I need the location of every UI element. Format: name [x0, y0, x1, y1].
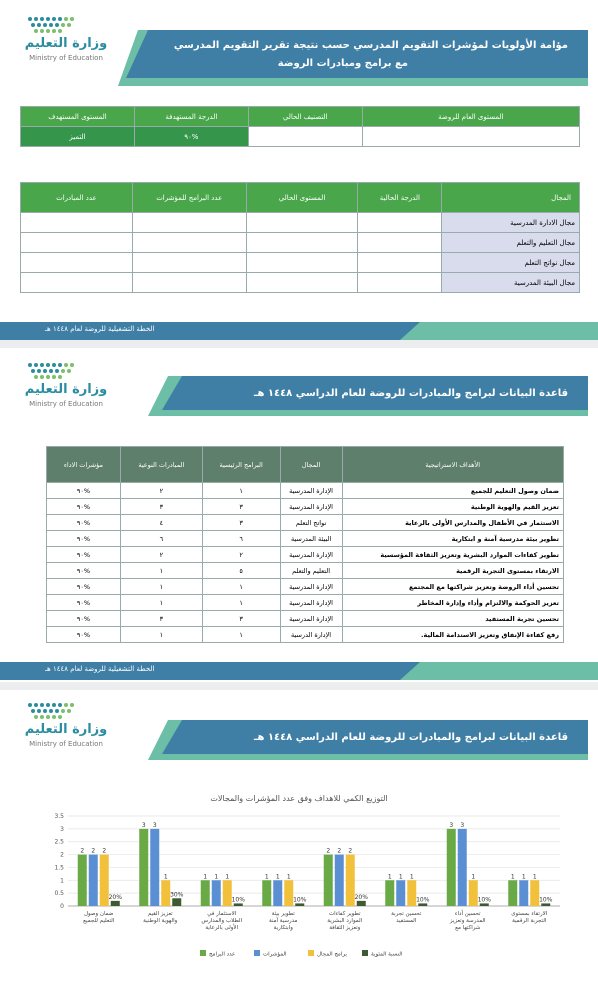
- goal-cell: تطوير بيئة مدرسية آمنة و ابتكارية: [342, 531, 563, 547]
- data-label: 2: [91, 847, 96, 855]
- data-label: 1: [163, 873, 168, 881]
- kpi-cell: %٩٠: [47, 499, 121, 515]
- programs-cell: ١: [202, 627, 280, 643]
- logo-dots-icon: [20, 14, 112, 36]
- table-row: [47, 483, 564, 499]
- banner-title-line1: مؤامة الأولويات لمؤشرات التقويم المدرسي حسب نتيجة تقرير التقويم المدرسي: [173, 40, 568, 51]
- t2-header-2: المستوى الحالي: [246, 183, 358, 213]
- t2-header-3: عدد البرامج للمؤشرات: [132, 183, 246, 213]
- kpi-cell: %٩٠: [47, 547, 121, 563]
- bar: [541, 903, 550, 906]
- bar: [346, 855, 355, 906]
- t1-header-1: التصنيف الحالي: [248, 107, 362, 127]
- bar: [508, 880, 517, 906]
- t1-value-1: [248, 127, 362, 147]
- legend-swatch: [308, 950, 314, 956]
- table-row: [47, 499, 564, 515]
- title-banner: [118, 30, 588, 86]
- goal-cell: الاستثمار في الأطفال والمدارس الأولى بالرعاية: [342, 515, 563, 531]
- y-tick-label: 0: [60, 903, 64, 910]
- bar: [295, 903, 304, 906]
- logo-dots-icon: [20, 700, 112, 722]
- legend-label: النسبة المئوية: [371, 951, 403, 958]
- category-label: ضمان وصول التعليم للجميع: [83, 911, 115, 924]
- programs-cell: ٦: [202, 531, 280, 547]
- domain-cell: الإدارة المدرسية: [280, 611, 342, 627]
- legend-swatch: [200, 950, 206, 956]
- category-label: الارتقاء بمستوى التجربة الرقمية: [511, 911, 548, 924]
- kpi-cell: %٩٠: [47, 595, 121, 611]
- chart-title: التوزيع الكمي للاهداف وفق عدد المؤشرات والمجالات: [210, 794, 388, 803]
- t1-value-2: %٩٠: [134, 127, 248, 147]
- goal-cell: رفع كفاءة الإنفاق وتعزيز الاستدامة المالية.: [342, 627, 563, 643]
- data-label: 10%: [231, 896, 245, 904]
- kpi-cell: %٩٠: [47, 483, 121, 499]
- y-tick-label: 1.5: [54, 864, 64, 872]
- t3-header-2: البرامج الرئيسية: [202, 447, 280, 483]
- data-label: 3: [141, 821, 146, 829]
- data-label: 2: [348, 847, 353, 855]
- category-label: تطوير بيئة مدرسية آمنة وابتكارية: [268, 911, 298, 931]
- data-label: 1: [510, 873, 515, 881]
- domain-cell: الإدارة المدرسية: [280, 483, 342, 499]
- bar: [111, 901, 120, 906]
- bar: [480, 903, 489, 906]
- ministry-logo: [20, 14, 112, 66]
- category-label: الاستثمار في الطلاب والمدارس الأولى بالرعاية: [201, 911, 243, 931]
- programs-cell: ٣: [202, 515, 280, 531]
- t1-header-0: المستوى العام للروضة: [362, 107, 579, 127]
- bar: [223, 880, 232, 906]
- logo-dots-icon: [20, 360, 112, 382]
- logo-arabic: وزارة التعليم: [24, 36, 108, 51]
- bar: [407, 880, 416, 906]
- table-row: [47, 579, 564, 595]
- initiatives-cell: ١: [120, 627, 202, 643]
- bar: [530, 880, 539, 906]
- legend-label: برامج المجال: [317, 951, 347, 958]
- data-label: 20%: [354, 893, 368, 901]
- data-label: 3: [449, 821, 454, 829]
- t3-header-4: مؤشرات الاداء: [47, 447, 121, 483]
- initiatives-cell: ٤: [120, 515, 202, 531]
- bar: [396, 880, 405, 906]
- y-tick-label: 3: [60, 825, 64, 833]
- footer-text: الخطة التشغيلية للروضة لعام ١٤٤٨ هـ: [45, 325, 155, 333]
- logo-english: Ministry of Education: [29, 400, 103, 408]
- initiatives-cell: ٢: [120, 483, 202, 499]
- banner-title: قاعدة البيانات لبرامج والمبادرات للروضة للعام الدراسي ١٤٤٨ هـ: [254, 732, 568, 743]
- bar-chart: [0, 806, 598, 996]
- goal-cell: ضمان وصول التعليم للجميع: [342, 483, 563, 499]
- data-label: 10%: [539, 896, 553, 904]
- programs-cell: ٥: [202, 563, 280, 579]
- domain-cell: الإدارة المدرسية: [280, 579, 342, 595]
- y-tick-label: 3.5: [54, 813, 64, 820]
- data-label: 10%: [477, 896, 491, 904]
- page-3: [0, 690, 598, 1000]
- bar: [212, 880, 221, 906]
- y-tick-label: 2: [60, 851, 64, 859]
- bar: [150, 829, 159, 906]
- domain-cell: نواتج التعلم: [280, 515, 342, 531]
- data-label: 1: [264, 873, 269, 881]
- t1-header-2: الدرجة المستهدفة: [134, 107, 248, 127]
- data-label: 30%: [170, 891, 184, 899]
- kpi-cell: %٩٠: [47, 515, 121, 531]
- logo-english: Ministry of Education: [29, 54, 103, 62]
- logo-english: Ministry of Education: [29, 740, 103, 748]
- banner-title-line2: مع برامج ومبادرات الروضة: [277, 58, 408, 69]
- data-label: 1: [286, 873, 291, 881]
- bar: [458, 829, 467, 906]
- category-label: تحسين أداء المدرسة وتعزيز شراكتها مع: [449, 911, 486, 931]
- data-label: 3: [460, 821, 465, 829]
- ministry-logo: [20, 360, 112, 412]
- t3-header-0: الأهداف الاستراتيجية: [342, 447, 563, 483]
- title-banner: [148, 720, 588, 760]
- table-row: [47, 611, 564, 627]
- programs-cell: ٣: [202, 499, 280, 515]
- title-banner: [148, 376, 588, 416]
- table-domains: [20, 182, 580, 293]
- t2-header-0: المجال: [442, 183, 580, 213]
- bar: [161, 880, 170, 906]
- data-label: 2: [326, 847, 331, 855]
- data-label: 1: [275, 873, 280, 881]
- goal-cell: تحسين تجربة المستفيد: [342, 611, 563, 627]
- t3-header-1: المجال: [280, 447, 342, 483]
- bar: [447, 829, 456, 906]
- bar: [201, 880, 210, 906]
- goal-cell: الارتقاء بمستوى التجربة الرقمية: [342, 563, 563, 579]
- programs-cell: ١: [202, 483, 280, 499]
- y-tick-label: 1: [60, 877, 64, 885]
- data-label: 1: [532, 873, 537, 881]
- kpi-cell: %٩٠: [47, 579, 121, 595]
- footer-text: الخطة التشغيلية للروضة لعام ١٤٤٨ هـ: [45, 665, 155, 673]
- bar: [273, 880, 282, 906]
- t2-row-label: مجال التعليم والتعلم: [442, 233, 580, 253]
- data-label: 2: [80, 847, 85, 855]
- y-tick-label: 2.5: [54, 838, 64, 846]
- bar: [234, 903, 243, 906]
- domain-cell: الإدارة الدرسية: [280, 627, 342, 643]
- programs-cell: ١: [202, 579, 280, 595]
- bar: [418, 903, 427, 906]
- domain-cell: الإدارة المدرسية: [280, 499, 342, 515]
- initiatives-cell: ١: [120, 563, 202, 579]
- t2-row-label: مجال الادارة المدرسية: [442, 213, 580, 233]
- legend-swatch: [254, 950, 260, 956]
- goal-cell: تعزيز القيم والهوية الوطنية: [342, 499, 563, 515]
- banner-title: قاعدة البيانات لبرامج والمبادرات للروضة للعام الدراسي ١٤٤٨ هـ: [254, 388, 568, 399]
- goal-cell: تحسين أداء الروضة وتعزيز شراكتها مع المجتمع: [342, 579, 563, 595]
- programs-cell: ٣: [202, 611, 280, 627]
- kpi-cell: %٩٠: [47, 627, 121, 643]
- data-label: 20%: [108, 893, 122, 901]
- bar: [324, 855, 333, 906]
- data-label: 1: [387, 873, 392, 881]
- bar: [100, 855, 109, 906]
- legend-swatch: [362, 950, 368, 956]
- logo-arabic: وزارة التعليم: [24, 382, 108, 397]
- programs-cell: ٢: [202, 547, 280, 563]
- goal-cell: تطوير كفاءات الموارد البشرية وتعزيز الثقافة المؤسسية: [342, 547, 563, 563]
- page1-footer: [0, 322, 598, 340]
- t2-header-4: عدد المبادرات: [21, 183, 133, 213]
- legend-label: عدد البرامج: [209, 951, 236, 958]
- kpi-cell: %٩٠: [47, 611, 121, 627]
- data-label: 10%: [293, 896, 307, 904]
- bar: [357, 901, 366, 906]
- logo-arabic: وزارة التعليم: [24, 722, 108, 737]
- kpi-cell: %٩٠: [47, 531, 121, 547]
- initiatives-cell: ٣: [120, 499, 202, 515]
- data-label: 3: [152, 821, 157, 829]
- bar: [78, 855, 87, 906]
- y-tick-label: 0.5: [54, 890, 64, 898]
- data-label: 1: [398, 873, 403, 881]
- domain-cell: الإدارة المدرسية: [280, 547, 342, 563]
- bar: [385, 880, 394, 906]
- ministry-logo: [20, 700, 112, 752]
- domain-cell: الإدارة المدرسية: [280, 595, 342, 611]
- legend-label: المؤشرات: [263, 951, 287, 958]
- bar: [519, 880, 528, 906]
- table-row: [47, 531, 564, 547]
- t2-row-label: مجال نواتج التعلم: [442, 253, 580, 273]
- table-school-level: [20, 106, 580, 147]
- data-label: 1: [409, 873, 414, 881]
- t1-header-3: المستوى المستهدف: [21, 107, 135, 127]
- bar: [262, 880, 271, 906]
- initiatives-cell: ٦: [120, 531, 202, 547]
- data-label: 1: [214, 873, 219, 881]
- t2-row-label: مجال البيئة المدرسية: [442, 273, 580, 293]
- table-row: [47, 595, 564, 611]
- table-row: [47, 547, 564, 563]
- table-strategic-goals: [46, 446, 564, 643]
- initiatives-cell: ١: [120, 579, 202, 595]
- programs-cell: ١: [202, 595, 280, 611]
- data-label: 10%: [416, 896, 430, 904]
- bar: [139, 829, 148, 906]
- domain-cell: البيئة المدرسية: [280, 531, 342, 547]
- data-label: 1: [203, 873, 208, 881]
- domain-cell: التعليم والتعلم: [280, 563, 342, 579]
- table-row: [47, 627, 564, 643]
- data-label: 2: [337, 847, 342, 855]
- data-label: 1: [521, 873, 526, 881]
- initiatives-cell: ١: [120, 595, 202, 611]
- page-1: [0, 0, 598, 340]
- kpi-cell: %٩٠: [47, 563, 121, 579]
- page-2: [0, 348, 598, 682]
- initiatives-cell: ٢: [120, 547, 202, 563]
- t3-header-3: المبادرات النوعية: [120, 447, 202, 483]
- t2-header-1: الدرجة الحالية: [358, 183, 442, 213]
- t1-value-3: التميز: [21, 127, 135, 147]
- data-label: 1: [225, 873, 230, 881]
- category-label: تطوير كفاءات الموارد البشرية وتعزيز الثقافة: [327, 911, 363, 931]
- bar: [89, 855, 98, 906]
- bar: [469, 880, 478, 906]
- data-label: 1: [471, 873, 476, 881]
- bar: [284, 880, 293, 906]
- category-label: تعزيز القيم والهوية الوطنية: [143, 911, 178, 924]
- table-row: [47, 515, 564, 531]
- bar: [335, 855, 344, 906]
- initiatives-cell: ٣: [120, 611, 202, 627]
- data-label: 2: [102, 847, 107, 855]
- goal-cell: تعزيز الحوكمة والالتزام وأداء وإدارة المخاطر: [342, 595, 563, 611]
- table-row: [47, 563, 564, 579]
- category-label: تحسين تجربة المستفيد: [391, 911, 422, 924]
- t1-value-0: [362, 127, 579, 147]
- bar: [172, 898, 181, 906]
- page2-footer: [0, 662, 598, 680]
